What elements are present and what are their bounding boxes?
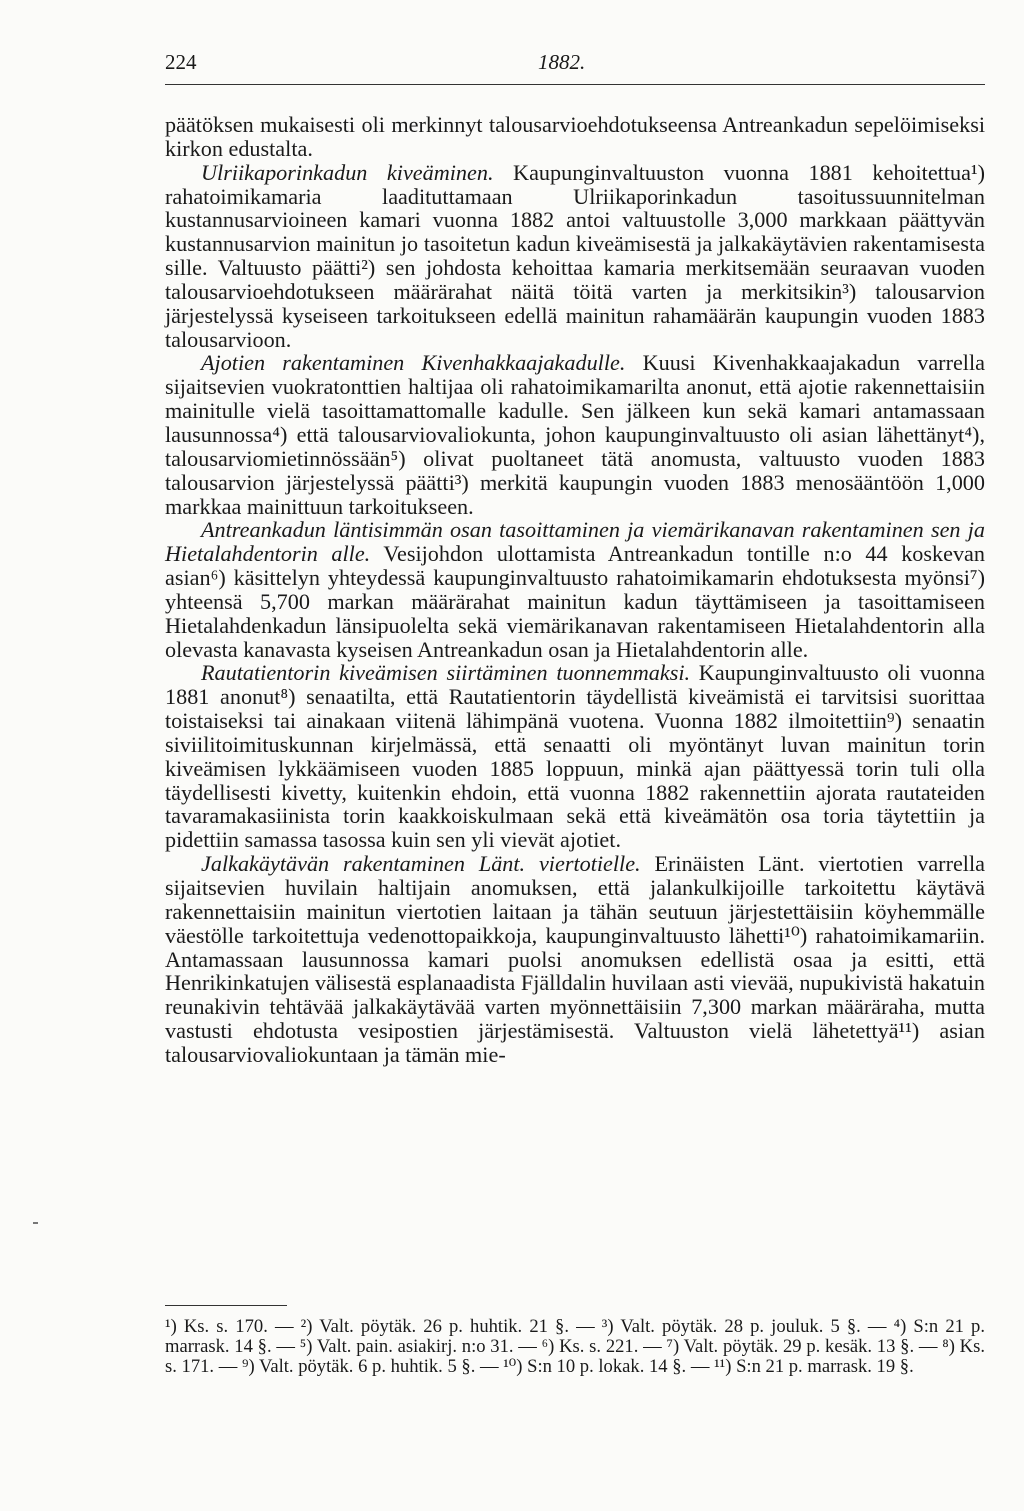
- section-title: Ajotien rakentaminen Kivenhakkaajakadulle.: [201, 350, 626, 376]
- section-title: Ulriikaporinkadun kiveäminen.: [201, 159, 494, 185]
- paragraph-rautatientori: [165, 661, 985, 852]
- section-title: Rautatientorin kiveämisen siirtäminen tuonnemmaksi.: [201, 660, 691, 686]
- paragraph-ulriikaporinkatu: [165, 161, 985, 352]
- footnote-divider: [165, 1305, 287, 1306]
- scan-speck: [33, 1222, 38, 1224]
- paragraph-antreankatu: [165, 518, 985, 661]
- paragraph-text: päätöksen mukaisesti oli merkinnyt talousarvioehdotukseensa Antreankadun sepelöimiseksi kirkon edustalta.: [165, 112, 985, 161]
- paragraph-text: Erinäisten Länt. viertotien varrella sijaitsevien huvilain haltijain anomuksen, että jalankulkijoille tarkoitettu käytävä rakennettaisiin mainitun viertotien laitaan ja tähän seutuun järjestettäisiin köyhemmälle väestölle tarkoitettuja vedenottopaikkoja, kaupunginvaltuusto lähetti¹⁰) rahatoimikamariin. Antamassaan lausunnossa kamari puolsi anomuksen edellistä osaa ja esitti, että Henrikinkatujen välisestä esplanaadista Fjälldalin huvilaan asti vievää, nupukivistä hakatuin reunakivin tehtävää jalkakäytävää varten myönnettäisiin 7,300 markan määräraha, mutta vastusti ehdotusta vesipostien järjestämisestä. Valtuuston vielä lähetettyä¹¹) asian talousarviovaliokuntaan ja tämän mie-: [165, 851, 985, 1067]
- footnotes: [165, 1317, 985, 1376]
- paragraph-text: Kuusi Kivenhakkaajakadun varrella sijaitsevien vuokratonttien haltijaa oli rahatoimikamarilta anonut, että ajotie rakennettaisiin mainitulle vielä tasoittamattomalle kadulle. Sen jälkeen kun sekä kamari antamassaan lausunnossa⁴) että talousarviovaliokunta, johon kaupunginvaltuusto oli asian lähettänyt⁴), talousarviomietinnössään⁵) olivat puoltaneet tätä anomusta, valtuusto vuoden 1883 talousarvion järjestelyssä päätti³) merkitä kaupungin vuoden 1883 menosääntöön 1,000 markkaa mainittuun tarkoitukseen.: [165, 350, 985, 519]
- section-title: Antreankadun läntisimmän osan tasoittaminen ja viemärikanavan rakentaminen sen ja Hietalahdentorin alle.: [165, 517, 985, 567]
- paragraph-intro: [165, 113, 985, 161]
- footnote-text: ¹) Ks. s. 170. — ²) Valt. pöytäk. 26 p. huhtik. 21 §. — ³) Valt. pöytäk. 28 p. jouluk. 5 §. — ⁴) S:n 21 p. marrask. 14 §. — ⁵) Valt. pain. asiakirj. n:o 31. — ⁶) Ks. s. 221. — ⁷) Valt. pöytäk. 29 p. kesäk. 13 §. — ⁸) Ks. s. 171. — ⁹) Valt. pöytäk. 6 p. huhtik. 5 §. — ¹⁰) S:n 10 p. lokak. 14 §. — ¹¹) S:n 21 p. marrask. 19 §.: [165, 1316, 985, 1377]
- paragraph-text: Vesijohdon ulottamista Antreankadun tontille n:o 44 koskevan asian⁶) käsittelyn yhteydessä kaupunginvaltuusto rahatoimikamarin ehdotuksesta myönsi⁷) yhteensä 5,700 markan määrärahat mainitun kadun täyttämiseen ja tasoittamiseen Hietalahdenkadun länsipuolelta sekä viemärikanavan rakentamiseen Hietalahdentorin alla olevasta kanavasta kyseisen Antreankadun osan ja Hietalahdentorin alle.: [165, 541, 985, 662]
- running-header: [165, 48, 985, 85]
- paragraph-kivenhakkaajakatu: [165, 351, 985, 518]
- main-text: [165, 113, 985, 1067]
- section-title: Jalkakäytävän rakentaminen Länt. viertotielle.: [201, 851, 641, 877]
- running-year: 1882.: [538, 50, 586, 74]
- paragraph-text: Kaupunginvaltuuston vuonna 1881 kehoitettua¹) rahatoimikamaria laadituttamaan Ulriikaporinkadun tasoitussuunnitelman kustannusarvioineen kamari vuonna 1882 antoi valtuustolle 3,000 markkaan päättyvän kustannusarvion mainitun jo tasoitetun kadun kiveämisestä ja jalkakäytävien rakentamisesta sille. Valtuusto päätti²) sen johdosta kehoittaa kamaria merkitsemään seuraavan vuoden talousarvioehdotukseen määrärahat näitä töitä varten ja merkitsikin³) talousarvion järjestelyssä kyseiseen tarkoitukseen edellä mainitun rahamäärän kaupungin vuoden 1883 talousarvioon.: [165, 159, 986, 352]
- paragraph-text: Kaupunginvaltuusto oli vuonna 1881 anonut⁸) senaatilta, että Rautatientorin täydellistä kiveämistä ei tarvitsisi suorittaa toistaiseksi tai ainakaan viitenä lähimpänä vuotena. Vuonna 1882 ilmoitettiin⁹) senaatin siviilitoimituskunnan kirjelmässä, että senaatti oli myöntänyt luvan mainitun torin kiveämisen lykkäämiseen vuoden 1885 loppuun, minkä ajan päättyessä torin tuli olla täydellisesti kivetty, kuitenkin ehdoin, että vuonna 1882 rakennettiin ajorata rautateiden tavaramakasiinista torin kaakkoiskulmaan sekä että kiveämätön osa toria täytettiin ja pidettiin samassa tasossa kuin sen yli vievät ajotiet.: [165, 660, 985, 853]
- page-number: 224: [165, 50, 197, 74]
- paragraph-viertotie: [165, 852, 985, 1067]
